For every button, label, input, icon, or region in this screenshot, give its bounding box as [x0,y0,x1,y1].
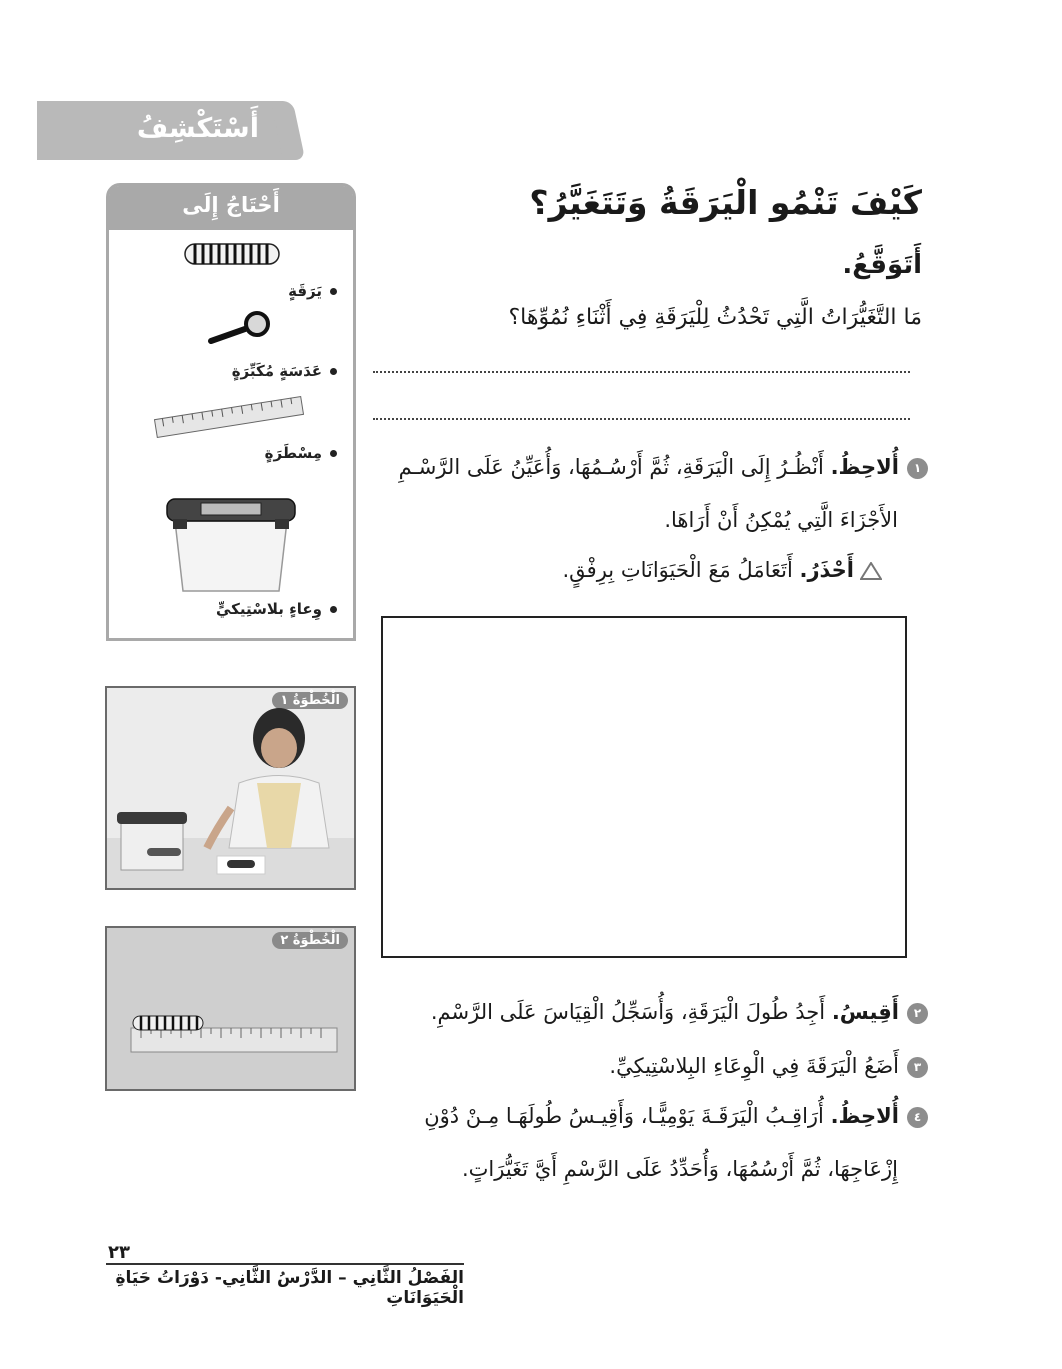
step-number-badge: ١ [907,458,928,479]
warning-note [562,558,882,582]
step-text-line1: أَجِدُ طُولَ الْيَرَقَةِ، وَأُسَجِّلُ الْقِيَاسَ عَلَى الرَّسْمِ. [430,1000,826,1024]
page-title: كَيْفَ تَنْمُو الْيَرَقَةُ وَتَتَغَيَّرُ؟ [529,183,922,222]
answer-line-2[interactable] [373,418,910,420]
drawing-area[interactable] [381,616,907,958]
bullet-icon [330,368,337,375]
step-verb: أُلاحِظُ. [830,455,899,479]
step-verb: أُلاحِظُ. [830,1104,899,1128]
material-item-caterpillar: يَرَقَةٍ [288,282,337,300]
step-verb: أَقِيسُ. [831,1000,899,1024]
material-item-ruler: مِسْطَرَةٍ [265,444,337,462]
photo-step-2 [105,926,356,1091]
caterpillar-icon [183,240,283,268]
footer-chapter-text: الفَصْلُ الثَّانِي – الدَّرْسُ الثَّانِي- دَوْرَاتُ حَيَاةِ الْحَيَوَانَاتِ [115,1268,464,1308]
bullet-icon [330,450,337,457]
step-text-line2: الأَجْزَاءَ الَّتِي يُمْكِنُ أَنْ أَرَاهَا. [664,508,898,532]
bullet-icon [330,606,337,613]
girl-observing-caterpillar-image [107,688,354,888]
page-number: ٢٣ [108,1242,130,1263]
step-number-badge: ٣ [907,1057,928,1078]
step-text-line2: إِزْعَاجِهَا، ثُمَّ أَرْسُمُهَا، وَأُحَدِّدُ عَلَى الرَّسْمِ أَيَّ تَغَيُّرَاتٍ. [461,1157,898,1181]
step-1 [388,441,928,547]
step-number-badge: ٤ [907,1107,928,1128]
materials-box [106,183,356,641]
photo-step-badge: الْخُطْوَةُ ١ [272,692,348,709]
material-item-container: وِعاءٍ بلاسْتِيكيٍّ [216,600,337,618]
photo-step-1 [105,686,356,890]
footer-divider [106,1263,464,1265]
answer-line-1[interactable] [373,371,910,373]
step-number-badge: ٢ [907,1003,928,1024]
material-item-magnifier: عَدَسَةٍ مُكَبِّرَةٍ [232,362,337,380]
step-2 [431,986,928,1039]
predict-heading: أَتَوَقَّعُ. [842,250,922,280]
step-4 [388,1090,928,1196]
magnifying-glass-icon [205,311,275,347]
section-tab-label: أَسْتَكْشِفُ [136,113,259,144]
warning-label: أَحْذَرُ. [799,558,854,582]
plastic-container-icon [161,491,301,597]
materials-heading: أَحْتَاجُ إِلَى [109,186,353,230]
predict-question: مَا التَّغَيُّرَاتُ الَّتِي تَحْدُثُ لِلْيَرَقَةِ فِي أَثْنَاءِ نُمُوِّهَا؟ [508,305,922,330]
bullet-icon [330,288,337,295]
step-text-line1: أَضَعُ الْيَرَقَةَ فِي الْوِعَاءِ البِلاسْتِيكِيِّ. [609,1054,899,1078]
step-text-line1: أُرَاقِـبُ الْيَرَقَـةَ يَوْمِيًّـا، وَأَقِيـسُ طُولَهَـا مِـنْ دُوْنِ [424,1104,824,1128]
warning-triangle-icon [860,562,882,580]
photo-step-badge: الْخُطْوَةُ ٢ [272,932,348,949]
caterpillar-on-ruler-image [107,928,354,1089]
ruler-icon [153,394,305,440]
warning-text: أَتَعَامَلُ مَعَ الْحَيَوَانَاتِ بِرِفْقٍ. [562,558,793,582]
section-tab [37,101,289,160]
step-3 [609,1040,928,1093]
step-text-line1: أَنْظُـرُ إِلَى الْيَرَقَةِ، ثُمَّ أَرْسُـمُهَا، وَأُعَيِّنُ عَلَى الرَّسْـمِ [398,455,824,479]
